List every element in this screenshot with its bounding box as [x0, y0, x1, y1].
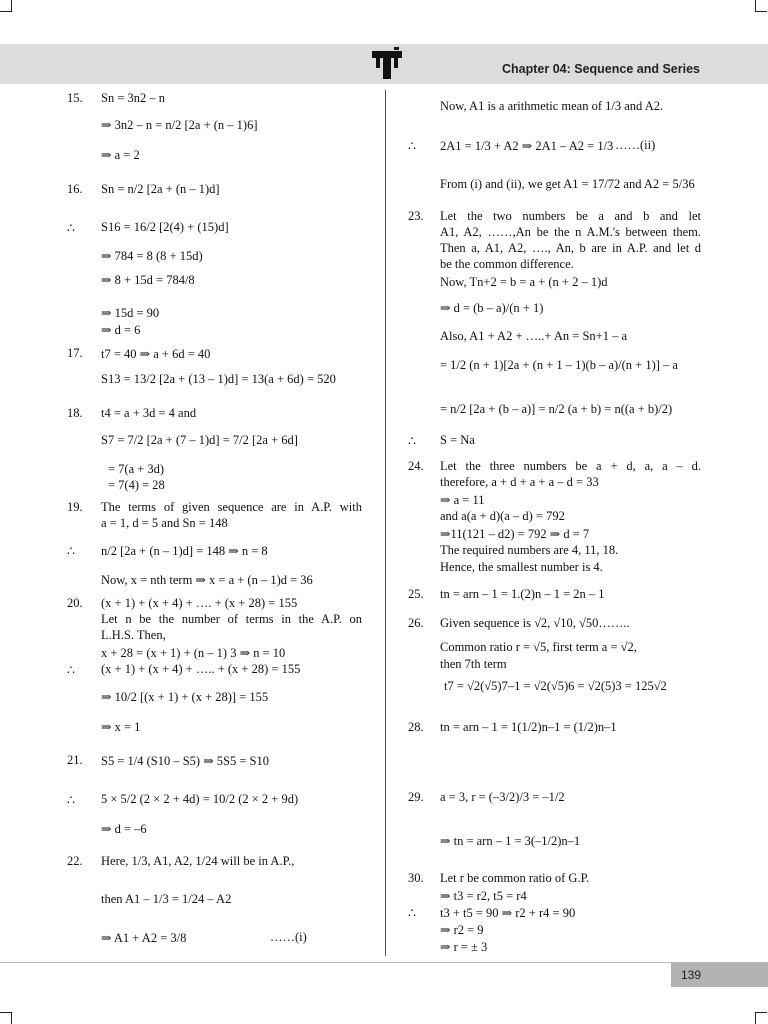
q24-line-3: ⇒ a = 11: [440, 493, 485, 507]
q28-line-1: tn = arn – 1 = 1(1/2)n–1 = (1/2)n–1: [440, 720, 617, 734]
q16-line-4: ⇒ 8 + 15d = 784/8: [101, 273, 195, 287]
q22-cont-line-3: From (i) and (ii), we get A1 = 17/72 and A2 = 5/36: [440, 177, 695, 191]
q16-line-5: ⇒ 15d = 90: [101, 306, 160, 320]
q30-line-4: ⇒ r2 = 9: [440, 923, 484, 937]
therefore-symbol: ∴: [67, 793, 75, 807]
q23-line-7: Also, A1 + A2 + …..+ An = Sn+1 – a: [440, 329, 627, 343]
q19-line-1: The terms of given sequence are in A.P. with: [101, 500, 362, 514]
q22-cont-label: ……(ii): [615, 138, 656, 152]
q21-line-3: ⇒ d = –6: [101, 822, 147, 836]
q24-number: 24.: [408, 459, 424, 473]
publisher-logo-icon: [370, 45, 404, 81]
q22-cont-line-2: 2A1 = 1/3 + A2 ⇒ 2A1 – A2 = 1/3: [440, 139, 614, 153]
q22-line-1: Here, 1/3, A1, A2, 1/24 will be in A.P.,: [101, 854, 295, 868]
q17-line-2: S13 = 13/2 [2a + (13 – 1)d] = 13(a + 6d) = 520: [101, 372, 336, 386]
therefore-symbol: ∴: [67, 663, 75, 677]
q21-number: 21.: [67, 753, 83, 767]
q21-line-1: S5 = 1/4 (S10 – S5) ⇒ 5S5 = S10: [101, 754, 270, 768]
q29-line-2: ⇒ tn = arn – 1 = 3(–1/2)n–1: [440, 834, 581, 848]
q24-line-7: Hence, the smallest number is 4.: [440, 560, 603, 574]
q20-number: 20.: [67, 596, 83, 610]
q23-line-8: = 1/2 (n + 1)[2a + (n + 1 – 1)(b – a)/(n + 1)] – a: [440, 358, 678, 372]
q16-line-3: ⇒ 784 = 8 (8 + 15d): [101, 249, 203, 263]
q23-line-6: ⇒ d = (b – a)/(n + 1): [440, 301, 544, 315]
q16-line-2: S16 = 16/2 [2(4) + (15)d]: [101, 220, 229, 234]
q22-line-3: ⇒ A1 + A2 = 3/8: [101, 931, 187, 945]
q24-line-2: therefore, a + d + a + a – d = 33: [440, 475, 599, 489]
q18-line-1: t4 = a + 3d = 4 and: [101, 406, 197, 420]
q23-number: 23.: [408, 209, 424, 223]
q25-line-1: tn = arn – 1 = 1.(2)n – 1 = 2n – 1: [440, 587, 605, 601]
q16-number: 16.: [67, 182, 83, 196]
q20-line-3: L.H.S. Then,: [101, 628, 166, 642]
q22-line-2: then A1 – 1/3 = 1/24 – A2: [101, 892, 232, 906]
q23-line-2: A1, A2, ……,An be the n A.M.'s between them.: [440, 225, 701, 239]
page-number: 139: [671, 963, 768, 987]
therefore-symbol: ∴: [408, 434, 416, 448]
q23-line-10: S = Na: [440, 433, 475, 447]
q15-line-1: Sn = 3n2 – n: [101, 91, 166, 105]
q20-line-2: Let n be the number of terms in the A.P. on: [101, 612, 362, 626]
q26-line-1: Given sequence is √2, √10, √50……..: [440, 616, 630, 630]
crop-mark-bottom-left: [0, 1012, 12, 1024]
crop-mark-top-right: [755, 0, 767, 12]
q22-number: 22.: [67, 854, 83, 868]
footer-rule: [0, 962, 768, 963]
q21-line-2: 5 × 5/2 (2 × 2 + 4d) = 10/2 (2 × 2 + 9d): [101, 792, 299, 806]
q18-line-4: = 7(4) = 28: [108, 478, 165, 492]
q28-number: 28.: [408, 720, 424, 734]
q24-line-5: ⇒11(121 – d2) = 792 ⇒ d = 7: [440, 527, 590, 541]
q20-line-6: ⇒ 10/2 [(x + 1) + (x + 28)] = 155: [101, 690, 269, 704]
q23-line-9: = n/2 [2a + (b – a)] = n/2 (a + b) = n((a + b)/2): [440, 402, 673, 416]
q17-line-1: t7 = 40 ⇒ a + 6d = 40: [101, 347, 211, 361]
q17-number: 17.: [67, 346, 83, 360]
q23-line-3: Then a, A1, A2, …., An, b are in A.P. and let d: [440, 241, 701, 255]
q19-number: 19.: [67, 500, 83, 514]
q18-line-3: = 7(a + 3d): [108, 462, 165, 476]
q26-number: 26.: [408, 616, 424, 630]
chapter-title: Chapter 04: Sequence and Series: [502, 62, 700, 76]
q23-line-5: Now, Tn+2 = b = a + (n + 2 – 1)d: [440, 275, 608, 289]
crop-mark-top-left: [0, 0, 12, 12]
q18-number: 18.: [67, 406, 83, 420]
q16-line-6: ⇒ d = 6: [101, 323, 141, 337]
q22-cont-line-1: Now, A1 is a arithmetic mean of 1/3 and A2.: [440, 99, 664, 113]
q20-line-4: x + 28 = (x + 1) + (n – 1) 3 ⇒ n = 10: [101, 646, 286, 660]
therefore-symbol: ∴: [67, 544, 75, 558]
q30-number: 30.: [408, 871, 424, 885]
q20-line-1: (x + 1) + (x + 4) + …. + (x + 28) = 155: [101, 596, 298, 610]
q29-line-1: a = 3, r = (–3/2)/3 = –1/2: [440, 790, 565, 804]
q20-line-5: (x + 1) + (x + 4) + ….. + (x + 28) = 155: [101, 662, 301, 676]
therefore-symbol: ∴: [67, 221, 75, 235]
q16-line-1: Sn = n/2 [2a + (n – 1)d]: [101, 182, 220, 196]
q19-line-4: Now, x = nth term ⇒ x = a + (n – 1)d = 36: [101, 573, 313, 587]
q18-line-2: S7 = 7/2 [2a + (7 – 1)d] = 7/2 [2a + 6d]: [101, 433, 298, 447]
q26-line-3: then 7th term: [440, 657, 507, 671]
q22-equation-label: ……(i): [270, 930, 307, 944]
crop-mark-bottom-right: [755, 1012, 767, 1024]
therefore-symbol: ∴: [408, 139, 416, 153]
q15-number: 15.: [67, 91, 83, 105]
q15-line-3: ⇒ a = 2: [101, 148, 140, 162]
q26-line-4: t7 = √2(√5)7–1 = √2(√5)6 = √2(5)3 = 125√2: [444, 679, 667, 693]
column-divider: [385, 90, 386, 956]
q20-line-7: ⇒ x = 1: [101, 720, 141, 734]
q30-line-5: ⇒ r = ± 3: [440, 940, 488, 954]
q30-line-2: ⇒ t3 = r2, t5 = r4: [440, 889, 527, 903]
q30-line-1: Let r be common ratio of G.P.: [440, 871, 590, 885]
q23-line-4: be the common difference.: [440, 257, 574, 271]
q19-line-3: n/2 [2a + (n – 1)d] = 148 ⇒ n = 8: [101, 544, 268, 558]
q30-line-3: t3 + t5 = 90 ⇒ r2 + r4 = 90: [440, 906, 576, 920]
q15-line-2: ⇒ 3n2 – n = n/2 [2a + (n – 1)6]: [101, 118, 258, 132]
q24-line-1: Let the three numbers be a + d, a, a – d.: [440, 459, 701, 473]
q24-line-4: and a(a + d)(a – d) = 792: [440, 509, 565, 523]
q25-number: 25.: [408, 587, 424, 601]
therefore-symbol: ∴: [408, 906, 416, 920]
q29-number: 29.: [408, 790, 424, 804]
q26-line-2: Common ratio r = √5, first term a = √2,: [440, 640, 637, 654]
q23-line-1: Let the two numbers be a and b and let: [440, 209, 701, 223]
q24-line-6: The required numbers are 4, 11, 18.: [440, 543, 619, 557]
q19-line-2: a = 1, d = 5 and Sn = 148: [101, 516, 228, 530]
